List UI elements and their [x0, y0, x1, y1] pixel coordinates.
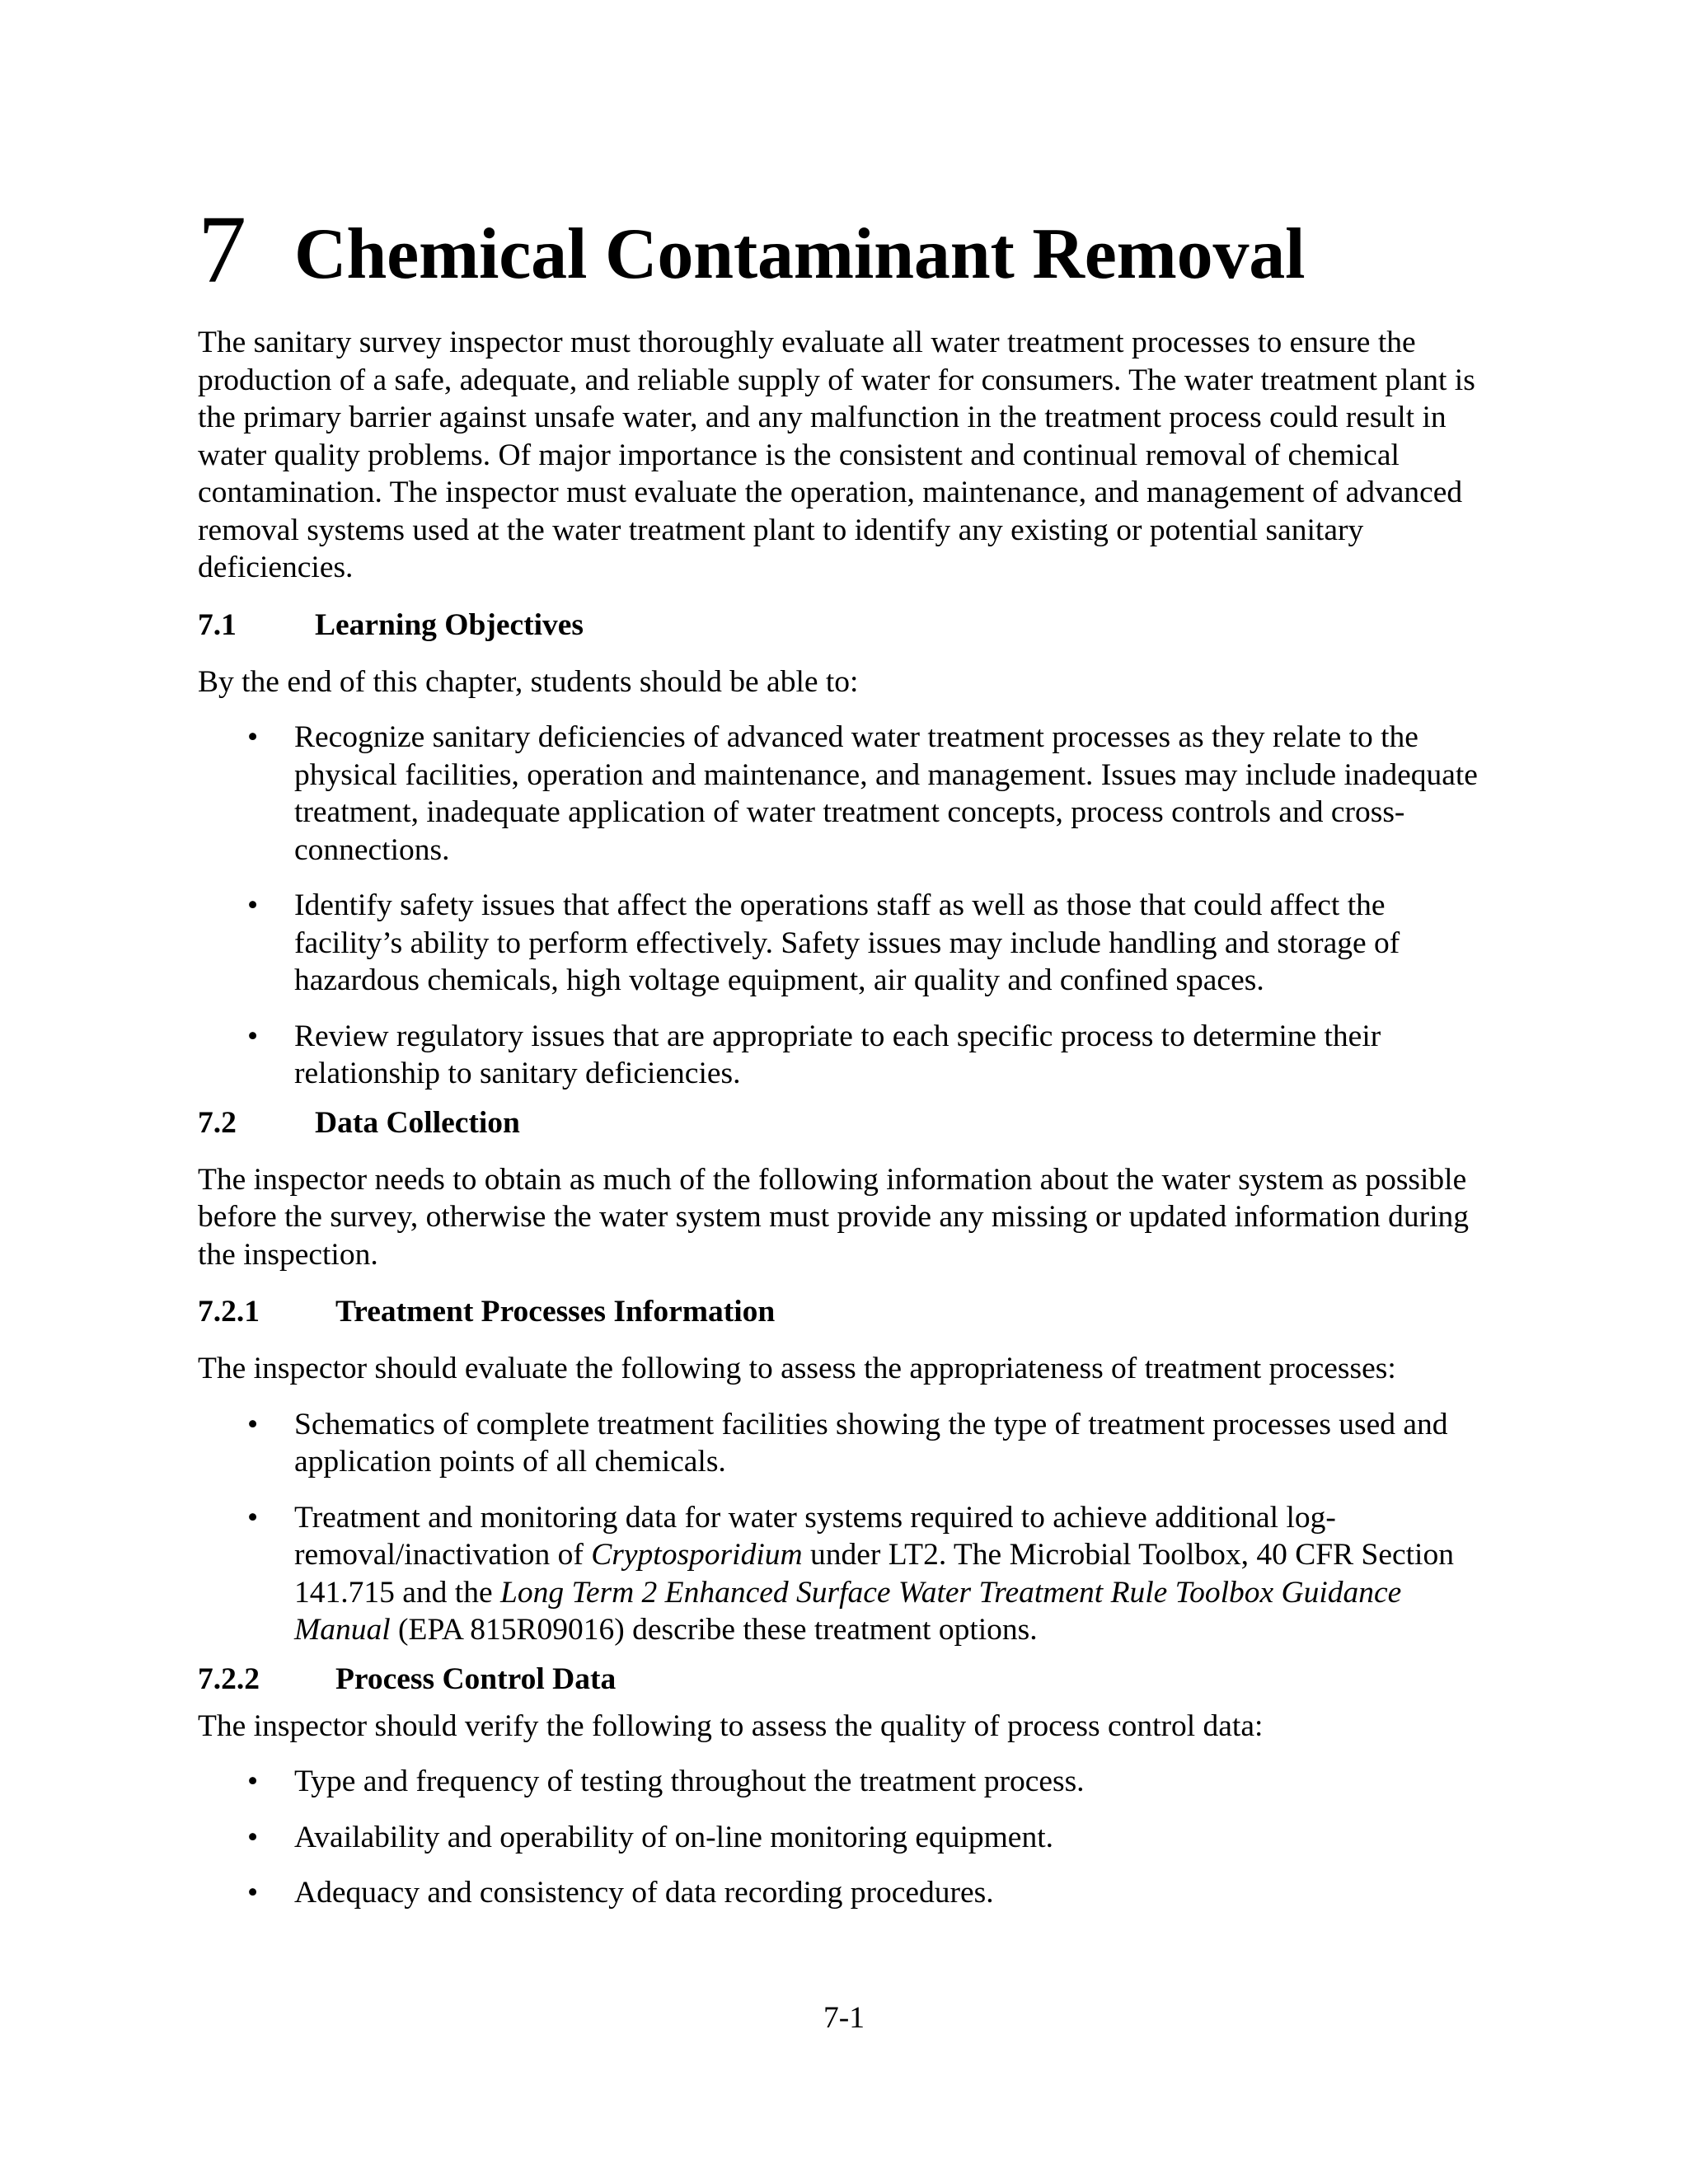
- section-7-2-1-lead: The inspector should evaluate the following to assess the appropriateness of treatment processes:: [198, 1352, 1396, 1385]
- section-title: Data Collection: [315, 1105, 520, 1140]
- italic-term: Cryptosporidium: [591, 1538, 803, 1572]
- bullet-icon: •: [247, 1019, 259, 1053]
- list-item-text: Schematics of complete treatment facilities showing the type of treatment processes used and application points of all chemicals.: [294, 1407, 1448, 1479]
- page-number: 7-1: [823, 2001, 865, 2035]
- bullet-icon: •: [247, 720, 259, 754]
- chapter-number: 7: [198, 195, 246, 303]
- list-item: [198, 1819, 1500, 1857]
- list-item: [198, 1406, 1500, 1481]
- section-7-2-1-heading: [198, 1293, 1500, 1330]
- bullet-icon: •: [247, 888, 259, 922]
- bullet-icon: •: [247, 1765, 259, 1798]
- section-number: 7.1: [198, 607, 237, 642]
- bullet-icon: •: [247, 1407, 259, 1441]
- section-7-1-heading: [198, 607, 1500, 644]
- list-item-text: Review regulatory issues that are appropriate to each specific process to determine their relationship to sanitary deficiencies.: [294, 1019, 1381, 1090]
- list-item: [198, 1018, 1500, 1093]
- text-run: (EPA 815R09016) describe these treatment options.: [390, 1613, 1038, 1647]
- list-item: [198, 1499, 1500, 1649]
- document-page: [198, 190, 1500, 1912]
- section-7-2-2-heading: [198, 1661, 1500, 1698]
- bullet-icon: •: [247, 1820, 259, 1854]
- list-item: [198, 1763, 1500, 1801]
- section-title: Learning Objectives: [315, 607, 584, 642]
- section-title: Treatment Processes Information: [335, 1295, 776, 1329]
- section-title: Process Control Data: [335, 1661, 617, 1696]
- process-control-list: [198, 1763, 1500, 1912]
- section-number: 7.2.1: [198, 1295, 260, 1329]
- list-item-text: Recognize sanitary deficiencies of advanced water treatment processes as they relate to the physical facilities, operation and maintenance, and management. Issues may include inadequate treatment, inadequate application of water treatment concepts, process controls and cross-connections.: [294, 720, 1478, 867]
- list-item-text: Type and frequency of testing throughout the treatment process.: [294, 1765, 1085, 1798]
- list-item-text: Adequacy and consistency of data recording procedures.: [294, 1876, 994, 1910]
- text-run: Treatment and monitoring data for water systems required to achieve additional log-removal/inactivation of: [294, 1500, 1336, 1572]
- list-item: [198, 719, 1500, 869]
- section-7-2-heading: [198, 1104, 1500, 1141]
- section-number: 7.2: [198, 1105, 237, 1140]
- list-item-text: [294, 1501, 1454, 1647]
- section-number: 7.2.2: [198, 1661, 260, 1696]
- treatment-info-list: [198, 1406, 1500, 1649]
- section-7-2-body: The inspector needs to obtain as much of the following information about the water system as possible before the survey, otherwise the water system must provide any missing or updated information during the inspection.: [198, 1162, 1470, 1272]
- list-item: [198, 887, 1500, 1000]
- bullet-icon: •: [247, 1876, 259, 1910]
- chapter-heading: [198, 190, 1500, 309]
- bullet-icon: •: [247, 1500, 259, 1535]
- section-7-2-2-lead: The inspector should verify the following to assess the quality of process control data:: [198, 1708, 1264, 1743]
- section-7-1-lead: By the end of this chapter, students should be able to:: [198, 664, 859, 699]
- text-run: under LT2. The Microbial Toolbox, 40 CFR Section 141.715 and the: [294, 1538, 1454, 1610]
- list-item-text: Availability and operability of on-line monitoring equipment.: [294, 1820, 1053, 1854]
- learning-objectives-list: [198, 719, 1500, 1093]
- list-item-text: Identify safety issues that affect the operations staff as well as those that could affect the facility’s ability to perform effectively. Safety issues may include handling and storage of hazardous chemicals, high voltage equipment, air quality and confined spaces.: [294, 888, 1400, 997]
- list-item: [198, 1874, 1500, 1912]
- italic-document-title: Long Term 2 Enhanced Surface Water Treatment Rule Toolbox Guidance Manual: [294, 1575, 1402, 1647]
- intro-paragraph: The sanitary survey inspector must thoroughly evaluate all water treatment processes to ensure the production of a safe, adequate, and reliable supply of water for consumers. The water treatment plant is the primary barrier against unsafe water, and any malfunction in the treatment process could result in water quality problems. Of major importance is the consistent and continual removal of chemical contamination. The inspector must evaluate the operation, maintenance, and management of advanced removal systems used at the water treatment plant to identify any existing or potential sanitary deficiencies.: [198, 326, 1475, 584]
- chapter-title: Chemical Contaminant Removal: [294, 214, 1306, 294]
